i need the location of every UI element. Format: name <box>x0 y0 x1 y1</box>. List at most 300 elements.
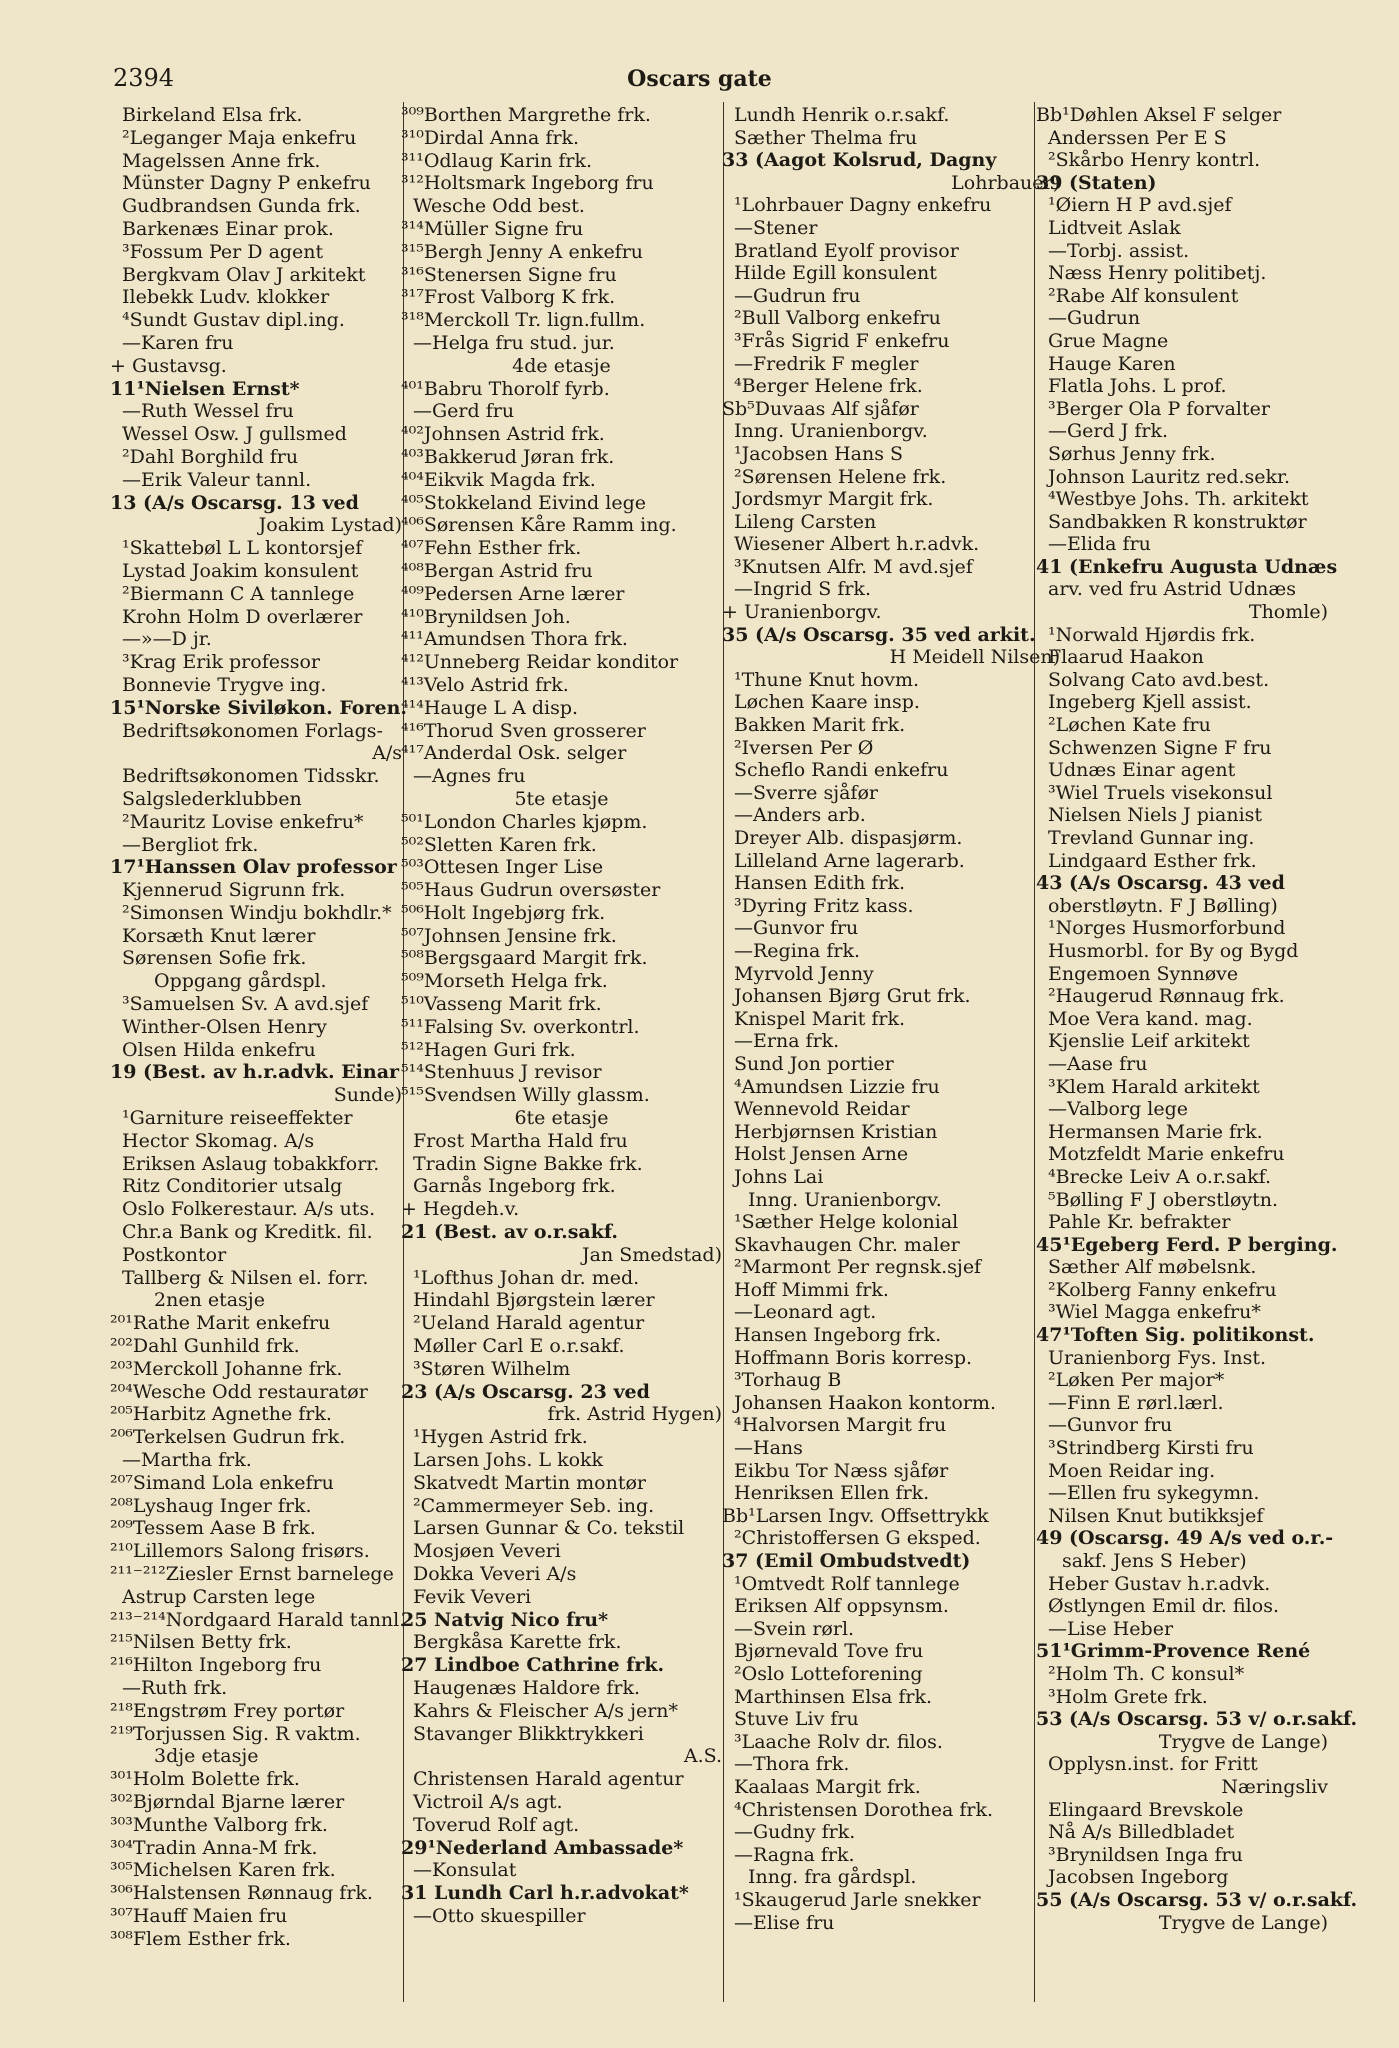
directory-line: Tallberg & Nilsen el. forr. <box>122 1266 369 1289</box>
directory-line: ²⁰⁹Tessem Aase B frk. <box>110 1517 316 1540</box>
directory-line: Scheflo Randi enkefru <box>734 759 949 782</box>
directory-line: Hindahl Bjørgstein lærer <box>413 1289 655 1312</box>
directory-line: Fevik Veveri <box>413 1585 532 1608</box>
directory-line: ⁴Christensen Dorothea frk. <box>734 1798 994 1821</box>
directory-line: ³Samuelsen Sv. A avd.sjef <box>122 993 369 1016</box>
directory-line: ³Wiel Truels visekonsul <box>1048 781 1273 804</box>
directory-line: ³⁰¹Holm Bolette frk. <box>110 1768 300 1791</box>
directory-line: Eriksen Alf oppsynsm. <box>734 1595 949 1618</box>
directory-line: ²Løken Per major* <box>1048 1369 1225 1392</box>
directory-line: Victroil A/s agt. <box>413 1790 563 1813</box>
directory-line: ¹Lofthus Johan dr. med. <box>413 1266 640 1289</box>
directory-line: —Gerd fru <box>413 400 515 423</box>
directory-line: ²Kolberg Fanny enkefru <box>1048 1278 1277 1301</box>
directory-line: Moe Vera kand. mag. <box>1048 1007 1253 1030</box>
directory-line: Jan Smedstad) <box>582 1243 722 1266</box>
directory-line: Toverud Rolf agt. <box>413 1813 580 1836</box>
directory-line: ⁵¹⁴Stenhuus J revisor <box>401 1061 602 1084</box>
directory-line: Sund Jon portier <box>734 1052 894 1075</box>
directory-line: ³¹¹Odlaug Karin frk. <box>401 149 593 172</box>
directory-line: Jordsmyr Margit frk. <box>734 488 934 511</box>
directory-line: Schwenzen Signe F fru <box>1048 736 1272 759</box>
directory-line: ²¹⁶Hilton Ingeborg fru <box>110 1654 322 1677</box>
directory-line: Bb¹Døhlen Aksel F selger <box>1036 104 1282 126</box>
directory-line: Eikbu Tor Næss sjåfør <box>734 1459 949 1482</box>
directory-line: ⁵⁰¹London Charles kjøpm. <box>401 810 648 833</box>
directory-line: Wesche Odd best. <box>413 195 585 218</box>
directory-line: 3dje etasje <box>154 1745 259 1768</box>
directory-line: ¹Thune Knut hovm. <box>734 668 920 691</box>
directory-line: Mosjøen Veveri <box>413 1540 561 1563</box>
directory-line: 4de etasje <box>512 354 611 377</box>
directory-line: ²¹⁰Lillemors Salong frisørs. <box>110 1540 370 1563</box>
directory-line: Sandbakken R konstruktør <box>1048 510 1307 533</box>
directory-line: ⁵¹²Hagen Guri frk. <box>401 1038 576 1061</box>
directory-line: —Gudrun fru <box>734 284 861 307</box>
directory-line: 21 (Best. av o.r.sakf. <box>401 1221 618 1244</box>
directory-line: Larsen Gunnar & Co. tekstil <box>413 1517 685 1540</box>
directory-line: Hector Skomag. A/s <box>122 1129 315 1152</box>
directory-line: Eriksen Aslaug tobakkforr. <box>122 1152 380 1175</box>
directory-line: —Hans <box>734 1437 803 1460</box>
directory-line: 6te etasje <box>514 1107 609 1130</box>
directory-line: Kaalaas Margit frk. <box>734 1775 921 1798</box>
directory-line: ³Krag Erik professor <box>122 651 320 674</box>
directory-line: ³⁰²Bjørndal Bjarne lærer <box>110 1790 345 1813</box>
directory-line: sakf. Jens S Heber) <box>1062 1550 1247 1572</box>
directory-line: —Bergliot frk. <box>122 833 259 856</box>
directory-line: Johnson Lauritz red.sekr. <box>1048 465 1291 488</box>
directory-line: ³⁰⁵Michelsen Karen frk. <box>110 1859 336 1882</box>
directory-line: Lileng Carsten <box>734 510 877 533</box>
directory-line: ¹Omtvedt Rolf tannlege <box>734 1572 960 1595</box>
directory-line: Tradin Signe Bakke frk. <box>413 1152 643 1175</box>
directory-line: Elingaard Brevskole <box>1048 1798 1244 1821</box>
directory-line: ¹Hygen Astrid frk. <box>413 1426 588 1449</box>
directory-line: Kjennerud Sigrunn frk. <box>122 879 346 902</box>
directory-line: ²⁰⁶Terkelsen Gudrun frk. <box>110 1426 346 1449</box>
directory-line: 29¹Nederland Ambassade* <box>401 1836 684 1859</box>
directory-line: ³⁰⁷Hauff Maien fru <box>110 1904 288 1927</box>
directory-line: —Martha frk. <box>122 1449 252 1472</box>
directory-line: 53 (A/s Oscarsg. 53 v/ o.r.sakf. <box>1036 1708 1358 1731</box>
directory-line: Oppgang gårdspl. <box>154 970 327 993</box>
directory-line: Chr.a Bank og Kreditk. fil. <box>122 1221 373 1244</box>
directory-line: frk. Astrid Hygen) <box>547 1403 722 1426</box>
directory-line: ⁴Halvorsen Margit fru <box>734 1414 947 1437</box>
directory-line: Møller Carl E o.r.sakf. <box>413 1335 625 1358</box>
directory-line: Inng. Uranienborgv. <box>748 1188 942 1211</box>
column-2 <box>401 104 722 1928</box>
directory-line: ⁵⁰⁵Haus Gudrun oversøster <box>401 879 661 902</box>
directory-line: Nilsen Knut butikksjef <box>1048 1504 1264 1527</box>
directory-line: Motzfeldt Marie enkefru <box>1048 1143 1285 1166</box>
directory-line: Garnås Ingeborg frk. <box>413 1175 616 1198</box>
directory-line: —Lise Heber <box>1048 1617 1174 1640</box>
directory-line: Ilebekk Ludv. klokker <box>122 286 330 309</box>
directory-line: arv. ved fru Astrid Udnæs <box>1048 578 1297 601</box>
directory-line: 37 (Emil Ombudstvedt) <box>722 1550 971 1572</box>
directory-line: Korsæth Knut lærer <box>122 924 316 947</box>
directory-line: Bergkvam Olav J arkitekt <box>122 263 366 286</box>
directory-line: Münster Dagny P enkefru <box>122 172 371 195</box>
directory-line: Hauge Karen <box>1048 352 1176 375</box>
directory-line: —Sverre sjåfør <box>734 781 878 804</box>
directory-line: Sb⁵Duvaas Alf sjåfør <box>722 397 919 420</box>
directory-line: ²Cammermeyer Seb. ing. <box>413 1494 655 1517</box>
directory-line: —Anders arb. <box>734 804 866 827</box>
directory-line: Oslo Folkerestaur. A/s uts. <box>122 1198 376 1221</box>
directory-line: ⁴¹¹Amundsen Thora frk. <box>401 628 628 651</box>
directory-line: Hermansen Marie frk. <box>1048 1120 1263 1143</box>
directory-line: Bedriftsøkonomen Tidsskr. <box>122 765 380 788</box>
directory-line: ³Strindberg Kirsti fru <box>1048 1437 1254 1460</box>
directory-line: Wiesener Albert h.r.advk. <box>734 533 980 556</box>
directory-line: ⁴Westbye Johs. Th. arkitekt <box>1048 488 1309 511</box>
directory-line: —»—D jr. <box>122 628 212 651</box>
directory-line: 23 (A/s Oscarsg. 23 ved <box>401 1380 650 1403</box>
page-title: Oscars gate <box>627 66 772 92</box>
directory-line: 13 (A/s Oscarsg. 13 ved <box>110 491 359 514</box>
directory-line: Larsen Johs. L kokk <box>413 1449 604 1472</box>
directory-line: ³Brynildsen Inga fru <box>1048 1843 1243 1866</box>
directory-line: ⁵¹¹Falsing Sv. overkontrl. <box>401 1015 640 1038</box>
directory-line: ²Rabe Alf konsulent <box>1048 284 1239 307</box>
directory-line: Hilde Egill konsulent <box>734 262 937 285</box>
directory-line: Inng. Uranienborgv. <box>734 420 928 443</box>
directory-line: ²⁰¹Rathe Marit enkefru <box>110 1312 331 1335</box>
directory-line: Bratland Eyolf provisor <box>734 239 959 262</box>
directory-line: —Ruth Wessel fru <box>122 400 294 423</box>
directory-line: ³Støren Wilhelm <box>413 1357 571 1380</box>
directory-line: ²Løchen Kate fru <box>1048 714 1211 737</box>
directory-line: ⁵⁰³Ottesen Inger Lise <box>401 856 604 879</box>
directory-line: ²Oslo Lotteforening <box>734 1662 923 1685</box>
directory-line: Bb¹Larsen Ingv. Offsettrykk <box>722 1504 989 1527</box>
directory-line: —Erik Valeur tannl. <box>122 468 312 491</box>
directory-line: ¹Skaugerud Jarle snekker <box>734 1888 981 1911</box>
directory-line: ⁵⁰²Sletten Karen frk. <box>401 833 597 856</box>
directory-line: Johns Lai <box>734 1165 824 1188</box>
directory-line: ³Wiel Magga enkefru* <box>1048 1301 1261 1324</box>
directory-line: —Karen fru <box>122 331 234 354</box>
directory-line: Holst Jensen Arne <box>734 1143 909 1166</box>
directory-line: ¹Norges Husmorforbund <box>1048 917 1286 940</box>
directory-line: Wessel Osw. J gullsmed <box>122 423 347 446</box>
directory-line: Herbjørnsen Kristian <box>734 1120 938 1143</box>
directory-line: Næringsliv <box>1221 1775 1328 1798</box>
directory-line: —Stener <box>734 216 818 239</box>
column-3 <box>722 104 1060 1934</box>
directory-line: Jacobsen Ingeborg <box>1048 1866 1229 1889</box>
directory-line: ²Mauritz Lovise enkefru* <box>122 810 364 833</box>
directory-line: Christensen Harald agentur <box>413 1768 684 1791</box>
directory-line: —Elise fru <box>734 1911 835 1934</box>
directory-line: —Otto skuespiller <box>413 1904 586 1927</box>
directory-line: Marthinsen Elsa frk. <box>734 1685 933 1708</box>
directory-line: Bjørnevald Tove fru <box>734 1640 924 1663</box>
directory-line: ²Skårbo Henry kontrl. <box>1048 149 1261 172</box>
directory-line: —Gudrun <box>1048 307 1141 330</box>
directory-line: Thomle) <box>1248 601 1328 624</box>
directory-line: Kahrs & Fleischer A/s jern* <box>413 1699 679 1722</box>
directory-line: Stavanger Blikktrykkeri <box>413 1722 644 1745</box>
directory-line: ²¹³⁻²¹⁴Nordgaard Harald tannl. <box>110 1608 406 1631</box>
directory-line: ⁴Berger Helene frk. <box>734 375 923 398</box>
directory-line: ⁵¹⁵Svendsen Willy glassm. <box>401 1084 650 1107</box>
directory-line: ⁴⁰¹Babru Thorolf fyrb. <box>401 377 610 400</box>
directory-line: Solvang Cato avd.best. <box>1048 668 1270 691</box>
directory-line: ²Sørensen Helene frk. <box>734 465 947 488</box>
directory-line: ³¹⁸Merckoll Tr. lign.fullm. <box>401 309 646 332</box>
directory-line: —Ellen fru sykegymn. <box>1048 1482 1260 1505</box>
directory-line: 55 (A/s Oscarsg. 53 v/ o.r.sakf. <box>1036 1888 1358 1911</box>
directory-line: ²Iversen Per Ø <box>734 736 874 759</box>
directory-line: Trevland Gunnar ing. <box>1048 827 1255 849</box>
directory-line: Sæther Alf møbelsnk. <box>1048 1256 1257 1279</box>
directory-line: ¹Øiern H P avd.sjef <box>1048 194 1232 217</box>
directory-line: Trygve de Lange) <box>1158 1911 1328 1934</box>
directory-line: —Gudny frk. <box>734 1821 856 1844</box>
directory-line: Lohrbauer) <box>951 171 1060 194</box>
directory-line: Winther-Olsen Henry <box>122 1015 327 1038</box>
column-1 <box>110 104 407 1951</box>
directory-line: ⁴⁰²Johnsen Astrid frk. <box>401 423 605 446</box>
directory-line: ³¹⁶Stenersen Signe fru <box>401 263 617 286</box>
directory-line: —Torbj. assist. <box>1048 239 1190 262</box>
directory-line: ⁵⁰⁹Morseth Helga frk. <box>401 970 608 993</box>
directory-line: 33 (Aagot Kolsrud, Dagny <box>722 149 997 172</box>
directory-line: 2nen etasje <box>154 1289 265 1312</box>
directory-line: —Gunvor fru <box>1048 1414 1173 1437</box>
directory-line: Magelssen Anne frk. <box>122 149 321 172</box>
directory-line: Heber Gustav h.r.advk. <box>1048 1572 1271 1595</box>
directory-line: Hoffmann Boris korresp. <box>734 1346 973 1369</box>
directory-line: Bakken Marit frk. <box>734 714 906 737</box>
directory-line: Lindgaard Esther frk. <box>1048 849 1257 872</box>
directory-line: —Valborg lege <box>1048 1098 1188 1121</box>
directory-line: Wennevold Reidar <box>734 1098 910 1121</box>
directory-line: 15¹Norske Siviløkon. Foren. <box>110 696 407 719</box>
directory-line: Nå A/s Billedbladet <box>1048 1821 1235 1844</box>
directory-line: Bonnevie Trygve ing. <box>122 673 327 696</box>
directory-line: ²⁰⁷Simand Lola enkefru <box>110 1471 334 1494</box>
directory-line: ¹Jacobsen Hans S <box>734 442 904 465</box>
directory-line: 47¹Toften Sig. politikonst. <box>1036 1324 1315 1347</box>
directory-line: —Fredrik F megler <box>734 352 919 375</box>
directory-line: 39 (Staten) <box>1036 171 1157 194</box>
directory-line: ¹Garniture reiseeffekter <box>122 1107 353 1130</box>
directory-line: Sørhus Jenny frk. <box>1048 442 1216 465</box>
directory-line: Salgslederklubben <box>122 787 302 810</box>
directory-line: + Uranienborgv. <box>722 601 882 624</box>
directory-line: —Ruth frk. <box>122 1676 228 1699</box>
directory-line: ³Holm Grete frk. <box>1048 1685 1208 1708</box>
directory-line: ⁵⁰⁷Johnsen Jensine frk. <box>401 924 617 947</box>
directory-line: ³¹⁵Bergh Jenny A enkefru <box>401 240 644 263</box>
directory-line: ²⁰⁸Lyshaug Inger frk. <box>110 1494 312 1517</box>
directory-line: ⁴⁰⁸Bergan Astrid fru <box>401 559 593 582</box>
directory-line: Opplysn.inst. for Fritt <box>1048 1753 1258 1776</box>
directory-line: ²Simonsen Windju bokhdlr.* <box>122 901 392 924</box>
directory-line: Lilleland Arne lagerarb. <box>734 849 965 872</box>
directory-line: Dokka Veveri A/s <box>413 1563 577 1585</box>
directory-line: Henriksen Ellen frk. <box>734 1482 930 1505</box>
directory-line: —Svein rørl. <box>734 1617 855 1640</box>
directory-line: 25 Natvig Nico fru* <box>401 1608 609 1631</box>
directory-line: ¹Skattebøl L L kontorsjef <box>122 537 363 560</box>
directory-line: Næss Henry politibetj. <box>1048 262 1267 285</box>
directory-line: ²Ueland Harald agentur <box>413 1312 645 1335</box>
directory-line: ⁵Bølling F J oberstløytn. <box>1048 1188 1279 1211</box>
directory-line: Bergkåsa Karette frk. <box>413 1631 622 1654</box>
directory-line: Haugenæs Haldore frk. <box>413 1676 641 1699</box>
directory-line: Moen Reidar ing. <box>1048 1459 1216 1482</box>
directory-line: ³Klem Harald arkitekt <box>1048 1075 1260 1098</box>
directory-line: Flaarud Haakon <box>1048 646 1204 669</box>
directory-line: Barkenæs Einar prok. <box>122 217 334 240</box>
directory-line: Nielsen Niels J pianist <box>1048 804 1263 827</box>
directory-line: 49 (Oscarsg. 49 A/s ved o.r.- <box>1036 1527 1334 1550</box>
directory-line: ²¹⁹Torjussen Sig. R vaktm. <box>110 1722 361 1745</box>
directory-line: ⁴Sundt Gustav dipl.ing. <box>122 309 345 332</box>
directory-line: Olsen Hilda enkefru <box>122 1038 316 1061</box>
directory-line: Hansen Ingeborg frk. <box>734 1324 942 1347</box>
column-4 <box>1036 104 1358 1934</box>
directory-line: Postkontor <box>122 1243 227 1266</box>
directory-line: 11¹Nielsen Ernst* <box>110 377 300 400</box>
directory-line: —Erna frk. <box>734 1030 840 1053</box>
directory-line: ³Dyring Fritz kass. <box>734 894 914 917</box>
directory-line: Udnæs Einar agent <box>1048 759 1236 782</box>
directory-line: Grue Magne <box>1048 329 1169 352</box>
directory-line: ⁴⁰³Bakkerud Jøran frk. <box>401 445 615 468</box>
directory-line: ³Knutsen Alfr. M avd.sjef <box>734 555 973 578</box>
directory-line: ²Holm Th. C konsul* <box>1048 1662 1245 1685</box>
directory-line: ³⁰⁹Borthen Margrethe frk. <box>401 104 651 126</box>
directory-line: Knispel Marit frk. <box>734 1007 906 1030</box>
directory-line: Lystad Joakim konsulent <box>122 559 359 582</box>
directory-line: H Meidell Nilsen) <box>889 646 1060 669</box>
directory-line: ⁴⁰⁵Stokkeland Eivind lege <box>401 491 646 514</box>
directory-line: ¹Norwald Hjørdis frk. <box>1048 623 1256 646</box>
directory-line: + Hegdeh.v. <box>401 1198 520 1221</box>
directory-line: + Gustavsg. <box>110 354 227 377</box>
directory-line: A.S. <box>683 1745 722 1768</box>
directory-line: ³Torhaug B <box>734 1369 842 1392</box>
directory-line: ⁵⁰⁶Holt Ingebjørg frk. <box>401 901 606 924</box>
directory-line: Østlyngen Emil dr. filos. <box>1048 1595 1279 1618</box>
directory-line: ²¹¹⁻²¹²Ziesler Ernst barnelege <box>110 1563 394 1585</box>
directory-line: A/s <box>372 742 402 765</box>
directory-line: ²Haugerud Rønnaug frk. <box>1048 985 1285 1008</box>
directory-line: ³¹⁴Müller Signe fru <box>401 217 584 240</box>
directory-line: 31 Lundh Carl h.r.advokat* <box>401 1882 689 1905</box>
directory-line: Sørensen Sofie frk. <box>122 947 307 970</box>
directory-line: —Helga fru stud. jur. <box>413 331 615 354</box>
directory-line: Johansen Bjørg Grut frk. <box>734 985 971 1008</box>
directory-line: Hoff Mimmi frk. <box>734 1278 889 1301</box>
directory-line: Krohn Holm D overlærer <box>122 605 363 628</box>
directory-line: Husmorbl. for By og Bygd <box>1048 939 1299 962</box>
directory-line: ⁴¹⁶Thorud Sven grosserer <box>401 719 646 742</box>
directory-line: ²Dahl Borghild fru <box>122 445 299 468</box>
directory-line: —Thora frk. <box>734 1753 850 1776</box>
directory-line: ¹Sæther Helge kolonial <box>734 1211 959 1234</box>
directory-line: 43 (A/s Oscarsg. 43 ved <box>1036 872 1285 895</box>
directory-line: —Konsulat <box>413 1859 517 1882</box>
directory-line: ³Laache Rolv dr. filos. <box>734 1730 943 1753</box>
directory-line: Sæther Thelma fru <box>734 126 918 149</box>
directory-line: ⁵¹⁰Vasseng Marit frk. <box>401 993 602 1016</box>
directory-line: Anderssen Per E S <box>1048 126 1227 149</box>
directory-line: oberstløytn. F J Bølling) <box>1048 894 1278 917</box>
directory-line: —Ragna frk. <box>734 1843 855 1866</box>
directory-line: ²Bull Valborg enkefru <box>734 307 941 330</box>
directory-line: ³Frås Sigrid F enkefru <box>734 329 950 352</box>
directory-line: ⁴⁰⁴Eikvik Magda frk. <box>401 468 596 491</box>
directory-line: ³⁰⁶Halstensen Rønnaug frk. <box>110 1882 373 1905</box>
directory-line: Skatvedt Martin montør <box>413 1471 647 1494</box>
directory-line: ¹Lohrbauer Dagny enkefru <box>734 194 992 217</box>
directory-line: ⁴¹⁷Anderdal Osk. selger <box>401 742 627 765</box>
directory-line: ²¹⁸Engstrøm Frey portør <box>110 1699 345 1722</box>
directory-line: Flatla Johs. L prof. <box>1048 375 1227 398</box>
directory-line: Kjenslie Leif arkitekt <box>1048 1030 1250 1053</box>
directory-line: ³⁰⁸Flem Esther frk. <box>110 1927 291 1950</box>
directory-line: ³⁰³Munthe Valborg frk. <box>110 1813 328 1836</box>
directory-line: —Leonard agt. <box>734 1301 877 1324</box>
directory-line: ²⁰²Dahl Gunhild frk. <box>110 1335 300 1358</box>
directory-line: Lundh Henrik o.r.sakf. <box>734 104 950 126</box>
directory-line: 51¹Grimm-Provence René <box>1036 1640 1311 1663</box>
directory-line: Johansen Haakon kontorm. <box>734 1391 996 1414</box>
directory-line: ³¹²Holtsmark Ingeborg fru <box>401 172 654 195</box>
directory-line: ⁴⁰⁷Fehn Esther frk. <box>401 537 582 560</box>
directory-line: Dreyer Alb. dispasjørm. <box>734 827 963 849</box>
directory-line: ²Christoffersen G eksped. <box>734 1527 981 1550</box>
directory-line: ²⁰⁴Wesche Odd restauratør <box>110 1380 368 1403</box>
directory-line: ⁴¹²Unneberg Reidar konditor <box>401 651 679 674</box>
directory-line: ³¹⁷Frost Valborg K frk. <box>401 286 616 309</box>
directory-line: Gudbrandsen Gunda frk. <box>122 195 361 218</box>
directory-line: Uranienborg Fys. Inst. <box>1048 1346 1267 1369</box>
directory-line: Bedriftsøkonomen Forlags- <box>122 719 383 742</box>
directory-line: ²⁰⁵Harbitz Agnethe frk. <box>110 1403 332 1426</box>
directory-line: ²Leganger Maja enkefru <box>122 126 357 149</box>
directory-line: 45¹Egeberg Ferd. P berging. <box>1036 1233 1338 1256</box>
directory-line: Hansen Edith frk. <box>734 872 906 895</box>
directory-line: 17¹Hanssen Olav professor <box>110 856 397 879</box>
directory-line: ⁴¹⁰Brynildsen Joh. <box>401 605 571 628</box>
directory-line: Skavhaugen Chr. maler <box>734 1233 960 1256</box>
directory-line: ²Marmont Per regnsk.sjef <box>734 1256 982 1279</box>
directory-line: ⁴Amundsen Lizzie fru <box>734 1075 940 1098</box>
directory-line: Løchen Kaare insp. <box>734 691 920 714</box>
directory-line: ³Fossum Per D agent <box>122 240 324 263</box>
directory-line: Myrvold Jenny <box>734 962 874 985</box>
directory-line: Ritz Conditorier utsalg <box>122 1175 343 1198</box>
directory-line: Lidtveit Aslak <box>1048 216 1181 239</box>
directory-line: Birkeland Elsa frk. <box>122 104 303 126</box>
directory-line: ⁴Brecke Leiv A o.r.sakf. <box>1048 1165 1271 1188</box>
directory-line: ³¹⁰Dirdal Anna frk. <box>401 126 580 149</box>
directory-line: ³Berger Ola P forvalter <box>1048 397 1270 420</box>
directory-line: —Ingrid S frk. <box>734 578 871 601</box>
directory-line: Ingeberg Kjell assist. <box>1048 691 1252 714</box>
directory-line: 27 Lindboe Cathrine frk. <box>401 1654 665 1677</box>
directory-line: Frost Martha Hald fru <box>413 1129 628 1152</box>
